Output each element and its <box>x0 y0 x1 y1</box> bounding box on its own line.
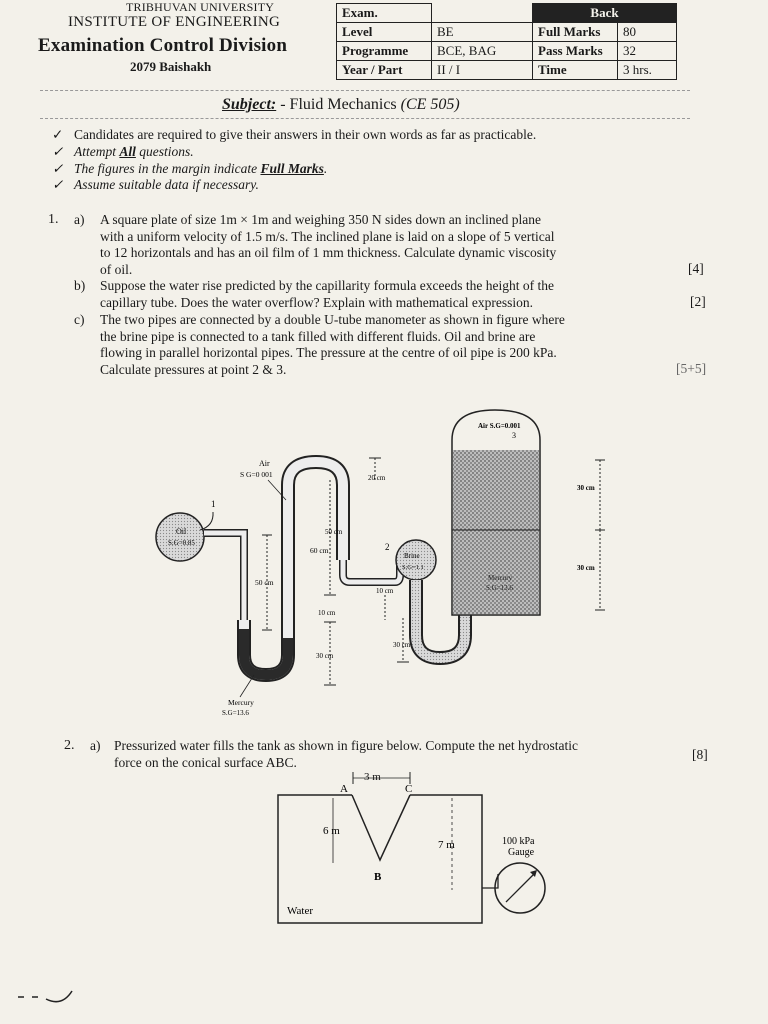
dim-60cm: 60 cm <box>310 546 329 555</box>
air-label-left: Air <box>259 459 270 468</box>
tank-dim-30cm-top: 30 cm <box>577 484 595 492</box>
time-value: 3 hrs. <box>618 61 677 80</box>
dim-10cm-mid: 10 cm <box>318 609 336 617</box>
oil-pipe <box>156 513 204 561</box>
divider-top <box>40 90 690 91</box>
time-label: Time <box>533 61 618 80</box>
university-name: TRIBHUVAN UNIVERSITY <box>126 0 275 14</box>
exam-year: 2079 Baishakh <box>130 59 212 74</box>
exam-info-table <box>336 3 677 80</box>
level-value: BE <box>432 23 533 42</box>
label-b: B <box>374 871 382 883</box>
dim-30cm-mid: 30 cm <box>316 652 334 660</box>
question-2a-marks: [8] <box>692 747 708 762</box>
instruction-3: ✓ The figures in the margin indicate Full Marks. <box>52 161 328 176</box>
gauge-reading: 100 kPa <box>502 836 535 847</box>
gauge-label: Gauge <box>508 847 535 858</box>
check-icon: ✓ <box>52 144 64 159</box>
label-c: C <box>405 783 413 795</box>
year-part-value: II / I <box>432 61 533 80</box>
mercury-sg-label: S.G=13.6 <box>222 709 249 717</box>
dim-10cm-right: 10 cm <box>376 587 394 595</box>
brine-label: Brine <box>404 552 420 560</box>
instruction-4: ✓ Assume suitable data if necessary. <box>52 177 259 192</box>
institute-name: INSTITUTE OF ENGINEERING <box>68 14 281 30</box>
subject-code: (CE 505) <box>400 96 460 113</box>
mercury-label: Mercury <box>228 698 254 707</box>
divider-subject <box>40 118 690 119</box>
subject-name: - Fluid Mechanics <box>280 96 397 113</box>
label-a: A <box>340 783 348 795</box>
pass-marks-label: Pass Marks <box>533 42 618 61</box>
instruction-2: ✓ Attempt All questions. <box>52 144 194 159</box>
conical-tank-figure <box>0 768 768 938</box>
back-label: Back <box>533 4 677 23</box>
water-label: Water <box>287 905 313 917</box>
dim-7m: 7 m <box>438 839 455 851</box>
brine-pipe <box>396 540 436 580</box>
dim-50cm-mid: 50 cm <box>325 528 343 536</box>
point-2-label: 2 <box>385 542 390 552</box>
stray-mark <box>14 985 84 1015</box>
question-1b-text: Suppose the water rise predicted by the capillarity formula exceeds the height of the capillary tube. Does the water overflow? Explain with mathematical expression. <box>100 278 554 310</box>
dim-6m: 6 m <box>323 825 340 837</box>
subject-line <box>222 96 460 114</box>
question-1a-marks: [4] <box>688 261 704 276</box>
division-name: Examination Control Division <box>38 35 288 56</box>
question-1-number: 1. <box>48 212 59 227</box>
question-1a-label: a) <box>74 212 85 227</box>
manometer-figure <box>0 400 768 720</box>
tank-mercury-label: Mercury <box>488 574 513 582</box>
dim-3m: 3 m <box>364 771 381 783</box>
check-icon: ✓ <box>52 127 64 142</box>
air-sg-label-left: S G=0 001 <box>240 470 273 479</box>
programme-value: BCE, BAG <box>432 42 533 61</box>
question-1b-marks: [2] <box>690 294 706 309</box>
tank-air-label: Air S.G=0.001 <box>478 422 521 430</box>
check-icon: ✓ <box>52 177 64 192</box>
u-tube-left <box>244 462 343 675</box>
point-1-label: 1 <box>211 499 216 509</box>
programme-label: Programme <box>337 42 432 61</box>
dim-20cm: 20 cm <box>368 474 386 482</box>
subject-label: Subject: <box>222 96 277 113</box>
tank-upper-fluid <box>453 450 539 530</box>
question-1c-marks: [5+5] <box>676 361 707 376</box>
connector-tube-oil <box>204 533 244 620</box>
full-marks-label: Full Marks <box>533 23 618 42</box>
point-3-label: 3 <box>512 431 516 440</box>
check-icon: ✓ <box>52 161 64 176</box>
instruction-1: ✓ Candidates are required to give their answers in their own words as far as practicable. <box>52 127 537 142</box>
question-1a-text: A square plate of size 1m × 1m and weighing 350 N sides down an inclined plane with a uniform velocity of 1.5 m/s. The inclined plane is laid on a slope of 5 vertical to 12 horizontals and has an oil film of 1 mm thickness. Calculate dynamic viscosity of oil. <box>100 212 557 277</box>
year-part-label: Year / Part <box>337 61 432 80</box>
connector-tube-mid <box>343 560 400 582</box>
oil-label: Oil <box>176 527 187 536</box>
tank-mercury <box>453 530 539 614</box>
tank-dim-30cm-bottom: 30 cm <box>577 564 595 572</box>
exam-empty-cell <box>432 4 533 23</box>
oil-sg-label: S.G=0.85 <box>168 539 195 547</box>
question-1c-label: c) <box>74 312 85 327</box>
pass-marks-value: 32 <box>618 42 677 61</box>
brine-sg-label: S.G=1.1 <box>402 564 424 571</box>
tank-mercury-sg-label: S.G=13.6 <box>486 584 513 592</box>
question-2a-label: a) <box>90 738 101 753</box>
dim-50cm-left: 50 cm <box>255 578 274 587</box>
dim-30cm-right: 30 cm <box>393 641 411 649</box>
question-2-number: 2. <box>64 738 75 753</box>
question-1c-text: The two pipes are connected by a double U-tube manometer as shown in figure where the brine pipe is connected to a tank filled with different fluids. Oil and brine are flowing in parallel horizontal pipes. The pressure at the centre of oil pipe is 200 kPa. Calculate pressures at point 2 & 3. <box>100 312 565 377</box>
question-2a-text: Pressurized water fills the tank as shown in figure below. Compute the net hydrostatic force on the conical surface ABC. <box>114 738 579 770</box>
full-marks-value: 80 <box>618 23 677 42</box>
cone-surface <box>352 795 410 860</box>
level-label: Level <box>337 23 432 42</box>
question-1b-label: b) <box>74 278 86 293</box>
exam-label: Exam. <box>337 4 432 23</box>
